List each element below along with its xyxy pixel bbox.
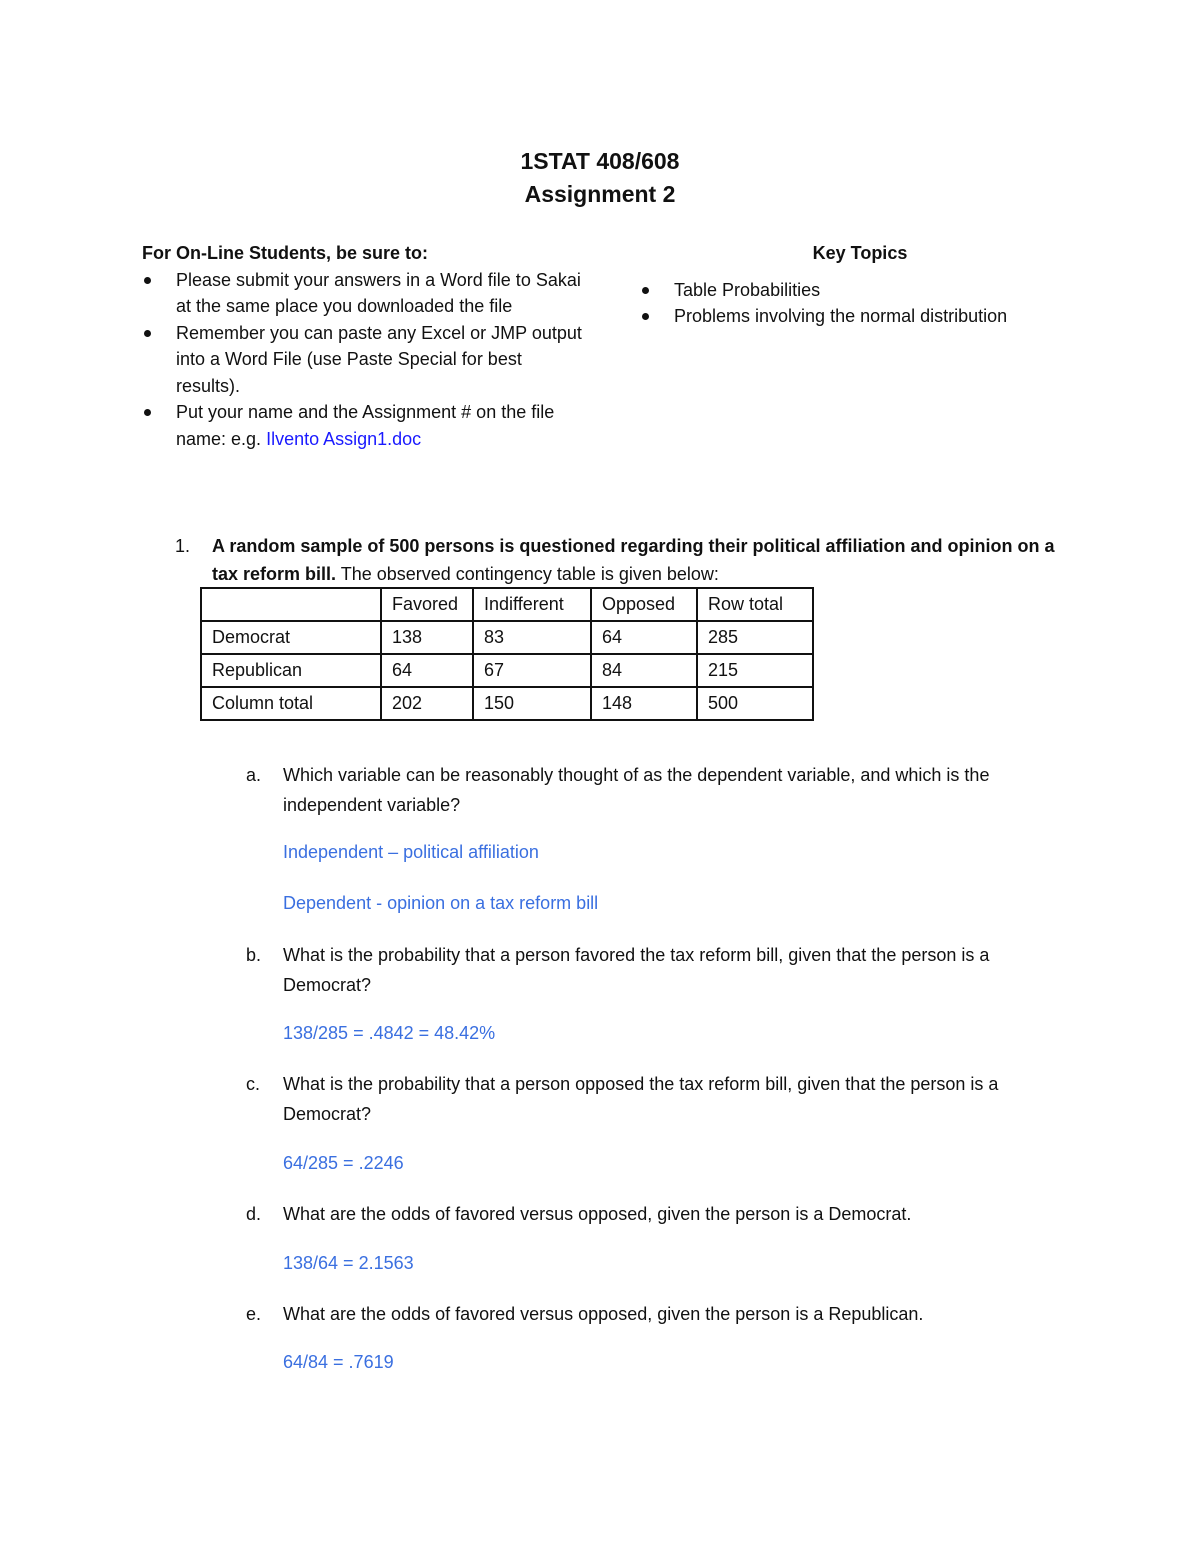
example-filename: Ilvento Assign1.doc <box>266 428 422 449</box>
question-part-c <box>246 1069 1066 1129</box>
key-topic-item: Table Probabilities <box>640 277 1120 304</box>
part-question: What is the probability that a person favored the tax reform bill, given that the person is a Democrat? <box>283 945 990 995</box>
table-header-cell: Favored <box>381 588 473 621</box>
table-cell: 64 <box>381 654 473 687</box>
instructions-heading: For On-Line Students, be sure to: <box>142 243 429 263</box>
instruction-item: Please submit your answers in a Word file to Sakai at the same place you downloaded the file <box>142 267 582 320</box>
assignment-title: Assignment 2 <box>524 181 676 207</box>
instructions-list <box>142 267 582 453</box>
table-header-cell: Row total <box>697 588 813 621</box>
key-topics-list <box>640 277 1120 330</box>
part-answer: Independent – political affiliation <box>283 842 539 862</box>
table-header-cell: Indifferent <box>473 588 591 621</box>
table-row <box>201 654 813 687</box>
question-1-text: A random sample of 500 persons is questioned regarding their political affiliation and opinion on a tax reform bill. The observed contingency table is given below: <box>212 536 1055 584</box>
question-part-b <box>246 940 1066 1000</box>
table-cell: 215 <box>697 654 813 687</box>
table-cell: 83 <box>473 621 591 654</box>
question-part-d <box>246 1199 1066 1229</box>
table-cell: 84 <box>591 654 697 687</box>
question-part-e <box>246 1299 1066 1329</box>
part-letter: a. <box>246 765 262 785</box>
contingency-table <box>200 587 814 721</box>
instruction-item: Put your name and the Assignment # on the file name: e.g. Ilvento Assign1.doc <box>142 399 582 452</box>
table-cell: 67 <box>473 654 591 687</box>
part-question: What is the probability that a person opposed the tax reform bill, given that the person is a Democrat? <box>283 1074 999 1124</box>
part-letter: c. <box>246 1074 261 1094</box>
course-title: 1STAT 408/608 <box>520 148 680 174</box>
part-letter: d. <box>246 1204 262 1224</box>
table-cell: 500 <box>697 687 813 720</box>
table-row <box>201 621 813 654</box>
part-letter: e. <box>246 1304 262 1324</box>
table-cell: 150 <box>473 687 591 720</box>
part-answer: 64/285 = .2246 <box>283 1153 404 1173</box>
instruction-item: Remember you can paste any Excel or JMP output into a Word File (use Paste Special for best results). <box>142 320 582 400</box>
table-cell: Democrat <box>201 621 381 654</box>
table-cell: 202 <box>381 687 473 720</box>
question-number: 1. <box>175 536 191 556</box>
part-answer: 138/64 = 2.1563 <box>283 1253 414 1273</box>
key-topics-section <box>640 240 1120 330</box>
table-header-cell <box>201 588 381 621</box>
part-answer: 64/84 = .7619 <box>283 1352 394 1372</box>
part-question: What are the odds of favored versus opposed, given the person is a Republican. <box>283 1304 924 1324</box>
part-question: Which variable can be reasonably thought of as the dependent variable, and which is the independent variable? <box>283 765 990 815</box>
key-topics-heading: Key Topics <box>812 243 908 263</box>
part-question: What are the odds of favored versus opposed, given the person is a Democrat. <box>283 1204 912 1224</box>
table-cell: 148 <box>591 687 697 720</box>
table-cell: 285 <box>697 621 813 654</box>
question-1 <box>175 532 1075 588</box>
part-answer: Dependent - opinion on a tax reform bill <box>283 893 599 913</box>
table-cell: 138 <box>381 621 473 654</box>
table-row <box>201 687 813 720</box>
part-letter: b. <box>246 945 262 965</box>
table-header-cell: Opposed <box>591 588 697 621</box>
key-topic-item: Problems involving the normal distribution <box>640 303 1120 330</box>
table-header-row <box>201 588 813 621</box>
question-part-a <box>246 760 1066 820</box>
table-cell: 64 <box>591 621 697 654</box>
instructions-section <box>142 240 582 452</box>
table-cell: Republican <box>201 654 381 687</box>
table-cell: Column total <box>201 687 381 720</box>
part-answer: 138/285 = .4842 = 48.42% <box>283 1023 496 1043</box>
